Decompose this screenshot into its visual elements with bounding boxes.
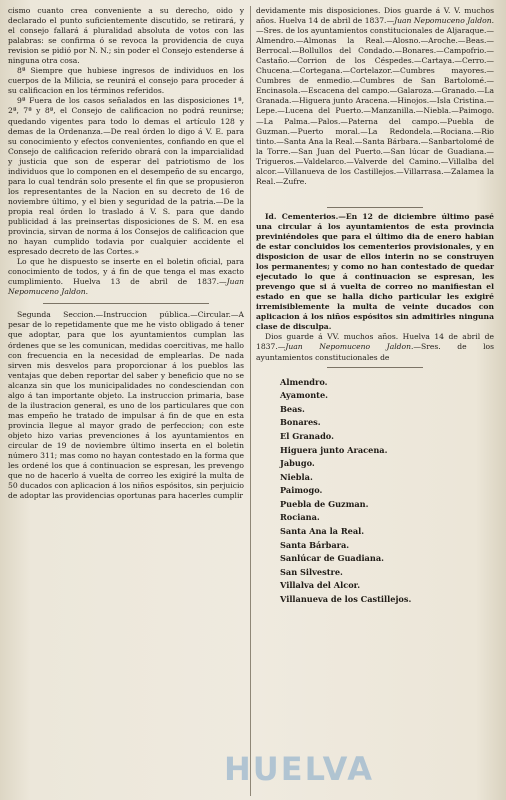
- signature-jaldon: Juan Nepomuceno Jaldon.: [8, 277, 244, 297]
- town-name: Sanlúcar de Guadiana.: [280, 553, 384, 564]
- paragraph-cemeteries: Id. Cementerios.—En 12 de diciembre último pasé una circular á los ayuntamientos de esta provincia previniéndoles que para el último dia de enero habian de estar concluidos los cementerios provisionales, y en disposicion de usar de ellos interin no se construyen los permanentes; y como no han contestado de quedar ejecutado lo que á continuacion se espresan, les prevengo que si á vuelta de correo no manifiestan el estado en que se halla dicho particular les exigiré irremisiblemente la multa de veinte ducados con aplicacion á los niños espósitos sin admitirles ninguna clase de disculpa.: [256, 211, 494, 332]
- list-item: [280, 498, 480, 512]
- town-name: Villalva del Alcor.: [280, 580, 361, 591]
- town-name: Villanueva de los Castillejos.: [280, 594, 412, 605]
- paragraph-disposition-9: 9ª Fuera de los casos señalados en las disposiciones 1ª, 2ª, 7ª y 8ª, el Consejo de calificacion no podrá reunirse; quedando vigentes para todo lo demas el artículo 128 y demas de la Ordenanza.—De real órden lo digo á V. E. para su conocimiento y efectos convenientes, confiando en que el Consejo de calificacion referido obrará con la imparcialidad y justicia que son de esperar del patriotismo de los individuos que lo componen en el desempeño de su encargo, para lo cual tendrán solo presente el fin que se propusieron los representantes de la Nacion en su decreto de 16 de noviembre último, y el bien y seguridad de la patria.—De la propia real órden lo traslado á V. S. para que dando publicidad á las preinsertas disposiciones de S. M. en esa provincia, sirvan de norma á los Consejos de calificacion que no hayan cumplido todavia por cualquier accidente el espresado decreto de las Cortes.»: [8, 96, 244, 257]
- left-column: [8, 6, 244, 501]
- list-item: [280, 511, 480, 525]
- list-item: [280, 416, 480, 430]
- list-item: [280, 430, 480, 444]
- town-list: [280, 376, 494, 607]
- section-divider: [43, 303, 208, 304]
- list-item: [280, 539, 480, 553]
- list-item: [280, 593, 480, 607]
- town-name: Almendro.: [280, 376, 328, 387]
- section-divider: [327, 207, 422, 208]
- list-item: [280, 389, 480, 403]
- closing-text: Dios guarde á VV. muchos años. Huelva 14 de abril de 1837.—: [256, 332, 494, 352]
- signature-jaldon: Juan Nepomuceno Jaldon.: [394, 16, 494, 26]
- list-item: [280, 444, 480, 458]
- town-name: Rociana.: [280, 512, 320, 523]
- town-list-inline: —Sres. de los ayuntamientos constitucionales de Aljaraque.—Almendro.—Almonas la Real.—Alosno.—Aroche.—Beas.—Berrocal.—Bollullos del Condado.—Bonares.—Campofrio.—Castaño.—Corrion de los Céspedes.—Cartaya.—Cerro.—Chucena.—Cortegana.—Cortelazor.—Cumbres mayores.—Cumbres de enmedio.—Cumbres de San Bartolomé.—Encinasola.—Escacena del campo.—Galaroza.—Granado.—La Granada.—Higuera junto Aracena.—Hinojos.—Isla Cristina.—Lepe.—Lucena del Puerto.—Manzanilla.—Niebla.—Paimogo.—La Palma.—Palos.—Paterna del campo.—Puebla de Guzman.—Puerto moral.—La Redondela.—Rociana.—Rio tinto.—Santa Ana la Real.—Santa Bárbara.—Sanbartolomé de la Torre.—San Juan del Puerto.—San lúcar de Guadiana.—Trigueros.—Valdelarco.—Valverde del Camino.—Villalba del alcor.—Villanueva de los Castillejos.—Villarrasa.—Zalamea la Real.—Zufre.: [256, 26, 494, 186]
- list-item: [280, 376, 480, 390]
- publication-order-text: Lo que he dispuesto se inserte en el boletin oficial, para conocimiento de todos, y á fin de que tenga el mas exacto cumplimiento. Huelva 13 de abril de 1837.—: [8, 257, 244, 287]
- signature-jaldon: Juan Nepomuceno Jaldon.: [285, 342, 414, 352]
- paragraph-council-procedure: cismo cuanto crea conveniente a su derecho, oido y declarado el punto suficientemente discutido, se retirará, y el consejo fallará á pluralidad absoluta de votos con las palabras: se confirma ó se revoca la providencia de cuya revision se pidió por N. N.; sin poder el Consejo estenderse á ninguna otra cosa.: [8, 6, 244, 66]
- right-column: [256, 6, 494, 607]
- town-name: Puebla de Guzman.: [280, 498, 369, 509]
- town-name: Paimogo.: [280, 485, 323, 496]
- section-divider: [327, 367, 422, 368]
- paragraph-instruction-closing: [256, 6, 494, 187]
- town-name: Higuera junto Aracena.: [280, 444, 388, 455]
- list-item: [280, 484, 480, 498]
- list-item: [280, 457, 480, 471]
- town-name: San Silvestre.: [280, 566, 343, 577]
- list-item: [280, 403, 480, 417]
- paragraph-public-instruction: Segunda Seccion.—Instruccion pública.—Circular.—A pesar de lo repetidamente que me he visto obligado á tener que adoptar, para que los ayuntamientos cumplan las órdenes que se les comunican, medidas coercitivas, me hallo con frecuencia en la necesidad de emplearlas. De nada sirven mis desvelos para proporcionar á los pueblos las ventajas que deben reportar del saber y beneficio que no se alcanza sin que los municipalidades no condesciendan con algo á tan importante objeto. La instruccion primaria, base de la ilustracion general, es uno de los particulares que con mas empeño he tratado de impulsar á fin de que en esta provincia llegue al mayor grado de perfeccion; con este objeto hizo varias prevenciones á los ayuntamientos en circular de 19 de noviembre último inserta en el boletin número 311; mas como no hayan contestado en la forma que les ordené los que á continuacion se espresan, les prevengo que no de hacerlo á vuelta de correo les exigiré la multa de 50 ducados con aplicacion á los niños espósitos, sin perjuicio de adoptar las providencias oportunas para hacerles cumplir: [8, 310, 244, 501]
- town-name: El Granado.: [280, 430, 334, 441]
- town-name: Santa Bárbara.: [280, 539, 350, 550]
- town-name: Niebla.: [280, 471, 313, 482]
- list-item: [280, 579, 480, 593]
- paragraph-disposition-8: 8ª Siempre que hubiese ingresos de individuos en los cuerpos de la Milicia, se reunirá el consejo para proceder á su calificacion en los términos referidos.: [8, 66, 244, 96]
- list-item: [280, 525, 480, 539]
- paragraph-cemeteries-closing: [256, 332, 494, 362]
- town-name: Bonares.: [280, 417, 321, 428]
- paragraph-publication-order: [8, 257, 244, 297]
- list-item: [280, 566, 480, 580]
- archive-watermark: HUELVA: [224, 750, 374, 788]
- town-name: Jabugo.: [280, 458, 315, 469]
- closing-text: devidamente mis disposiciones. Dios guarde á V. V. muchos años. Huelva 14 de abril de 1837.—: [256, 6, 494, 26]
- town-name: Beas.: [280, 403, 305, 414]
- town-name: Ayamonte.: [280, 390, 329, 401]
- list-item: [280, 552, 480, 566]
- addressees-text: —Sres. de los ayuntamientos constitucionales de: [256, 342, 495, 362]
- column-rule: [250, 6, 251, 796]
- town-name: Santa Ana la Real.: [280, 526, 365, 537]
- list-item: [280, 471, 480, 485]
